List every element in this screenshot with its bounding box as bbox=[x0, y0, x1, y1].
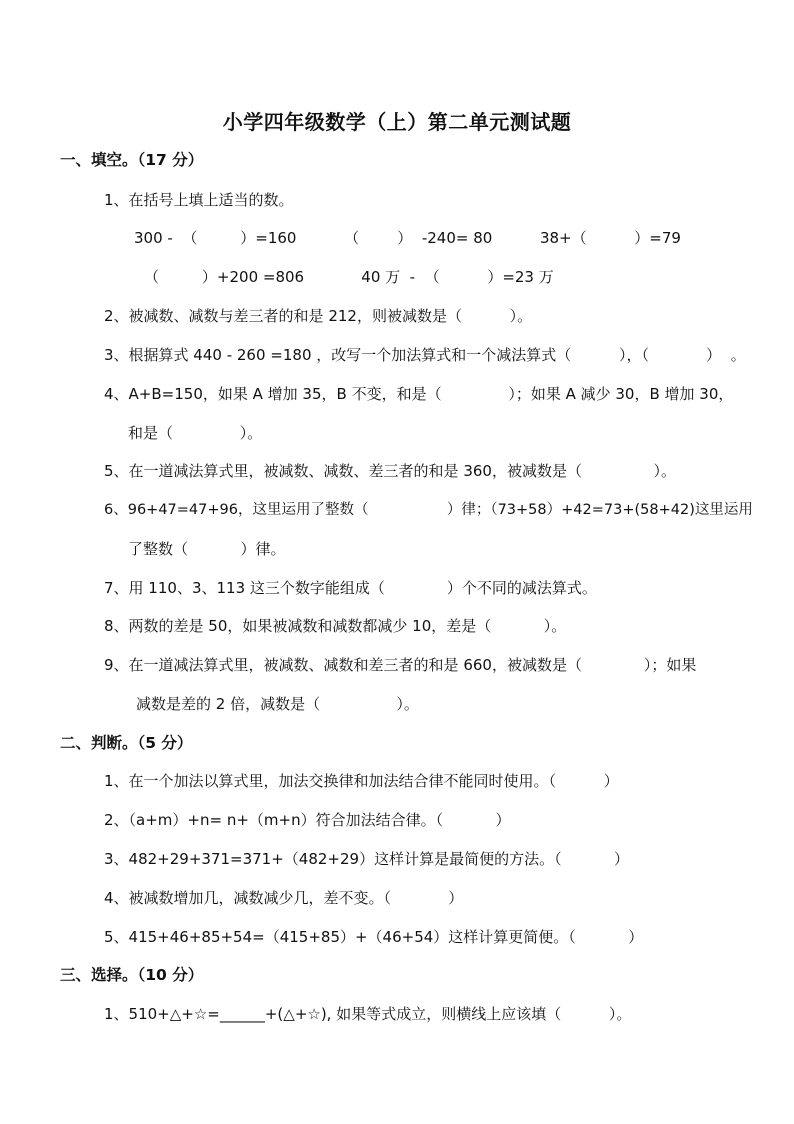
question-line: 7、用 110、3、113 这三个数字能组成（ ）个不同的减法算式。 bbox=[104, 579, 597, 597]
question-line: 3、482+29+371=371+（482+29）这样计算是最简便的方法。（ ） bbox=[104, 850, 630, 868]
question-line: 6、96+47=47+96，这里运用了整数（ ）律；（73+58）+42=73+(58+42)这里运用 bbox=[104, 502, 753, 518]
question-line: 5、在一道减法算式里，被减数、减数、差三者的和是 360，被减数是（ ）。 bbox=[104, 462, 676, 480]
section-heading-multiple-choice: 三、选择。（10 分） bbox=[60, 966, 204, 984]
question-line: 和是（ ）。 bbox=[128, 424, 263, 442]
question-line: 4、被减数增加几，减数减少几，差不变。（ ） bbox=[104, 889, 464, 907]
question-line: 3、根据算式 440 - 260 =180 ，改写一个加法算式和一个减法算式（ ），（ ） 。 bbox=[104, 346, 746, 364]
question-line: （ ）+200 =806 40 万 - （ ）=23 万 bbox=[144, 268, 554, 286]
question-line: 300 - （ ）=160 （ ） -240= 80 38+（ ）=79 bbox=[134, 229, 681, 247]
question-line: 2、（a+m）+n= n+（m+n）符合加法结合律。（ ） bbox=[104, 811, 511, 829]
document-title: 小学四年级数学（上）第二单元测试题 bbox=[222, 110, 572, 134]
question-line: 了整数（ ）律。 bbox=[128, 540, 286, 558]
section-heading-fill-in: 一、填空。（17 分） bbox=[60, 151, 204, 169]
question-line: 2、被减数、减数与差三者的和是 212，则被减数是（ ）。 bbox=[104, 307, 533, 325]
question-line: 5、415+46+85+54=（415+85）+（46+54）这样计算更简便。（ ） bbox=[104, 928, 644, 946]
question-line: 4、A+B=150，如果 A 增加 35，B 不变，和是（ ）；如果 A 减少 30，B 增加 30， bbox=[104, 385, 734, 403]
question-line: 8、两数的差是 50，如果被减数和减数都减少 10，差是（ ）。 bbox=[104, 617, 567, 635]
question-line: 减数是差的 2 倍，减数是（ ）。 bbox=[136, 695, 419, 713]
section-heading-true-false: 二、判断。（5 分） bbox=[60, 734, 193, 752]
question-line: 1、在一个加法以算式里，加法交换律和加法结合律不能同时使用。（ ） bbox=[104, 772, 619, 790]
question-line: 1、在括号上填上适当的数。 bbox=[104, 191, 294, 209]
question-line: 9、在一道减法算式里，被减数、减数和差三者的和是 660，被减数是（ ）；如果 bbox=[104, 656, 697, 674]
question-line: 1、510+△+☆=______+(△+☆), 如果等式成立，则横线上应该填（ ）。 bbox=[104, 1005, 632, 1023]
